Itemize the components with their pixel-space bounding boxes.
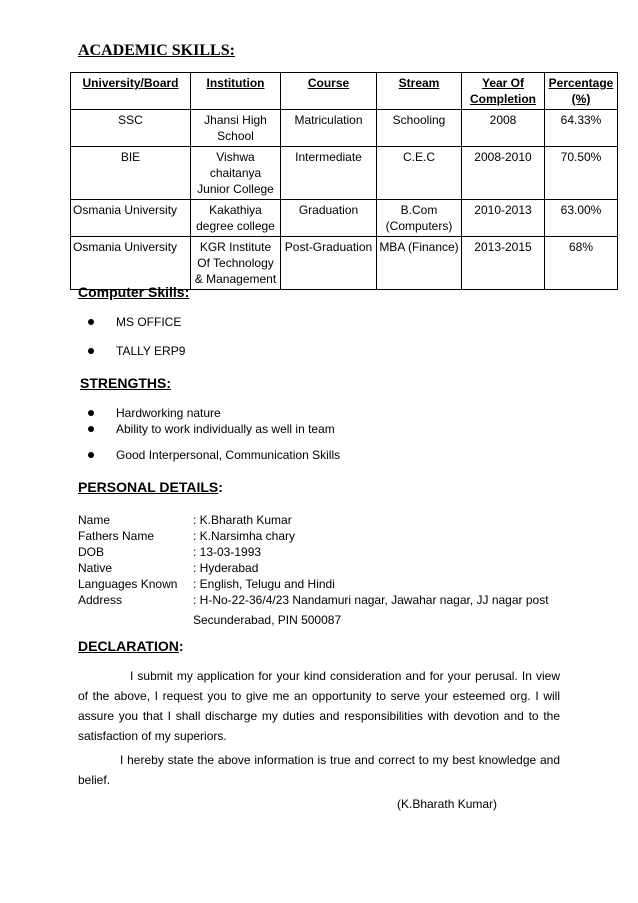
- cell-university: Osmania University: [71, 200, 191, 237]
- detail-value: : Hyderabad: [193, 561, 259, 575]
- detail-label: [78, 612, 193, 628]
- header-percentage: Percentage (%): [545, 73, 618, 110]
- header-stream: Stream: [377, 73, 462, 110]
- header-university: University/Board: [71, 73, 191, 110]
- cell-course: Post-Graduation: [281, 237, 377, 290]
- detail-label: Fathers Name: [78, 529, 155, 543]
- detail-label: Name: [78, 513, 111, 527]
- cell-university: Osmania University: [71, 237, 191, 290]
- detail-row-address-cont: [78, 612, 578, 628]
- detail-label: Native: [78, 561, 113, 575]
- detail-value: : K.Narsimha chary: [193, 529, 296, 543]
- detail-row-dob: [78, 544, 578, 560]
- cell-stream: MBA (Finance): [377, 237, 462, 290]
- table-row: [71, 237, 618, 290]
- heading-colon: :: [218, 479, 223, 495]
- header-institution: Institution: [191, 73, 281, 110]
- detail-row-languages: [78, 576, 578, 592]
- detail-value: : 13-03-1993: [193, 545, 262, 559]
- header-course: Course: [281, 73, 377, 110]
- cell-percentage: 70.50%: [545, 147, 618, 200]
- cell-stream: C.E.C: [377, 147, 462, 200]
- computer-skills-list: [78, 314, 185, 359]
- cell-institution: Kakathiya degree college: [191, 200, 281, 237]
- cell-course: Intermediate: [281, 147, 377, 200]
- list-item: Ability to work individually as well in team: [78, 421, 340, 437]
- cell-percentage: 68%: [545, 237, 618, 290]
- detail-row-name: [78, 512, 578, 528]
- table-header-row: [71, 73, 618, 110]
- signature: (K.Bharath Kumar): [397, 797, 498, 811]
- detail-label: DOB: [78, 545, 105, 559]
- academic-skills-heading: ACADEMIC SKILLS:: [78, 42, 235, 59]
- strengths-heading-text: STRENGTHS:: [80, 375, 171, 391]
- table-row: [71, 110, 618, 147]
- detail-row-fathers-name: [78, 528, 578, 544]
- personal-details: [78, 512, 578, 628]
- list-item: Good Interpersonal, Communication Skills: [78, 447, 340, 463]
- declaration-paragraph-1: I submit my application for your kind consideration and for your perusal. In view of the above, I request you to give me an opportunity to serve your esteemed org. I will assure you that I shall discharge my duties and responsibilities with devotion and to the satisfaction of my superiors.: [78, 669, 560, 743]
- detail-label: Languages Known: [78, 577, 178, 591]
- detail-value: : H-No-22-36/4/23 Nandamuri nagar, Jawahar nagar, JJ nagar post: [193, 593, 549, 607]
- computer-skills-heading: [78, 284, 189, 300]
- personal-details-heading-text: PERSONAL DETAILS: [78, 479, 219, 495]
- strengths-list: [78, 405, 340, 463]
- cell-percentage: 63.00%: [545, 200, 618, 237]
- declaration-paragraph-2: I hereby state the above information is true and correct to my best knowledge and belief.: [78, 753, 560, 787]
- detail-label: Address: [78, 593, 123, 607]
- cell-year: 2008: [462, 110, 545, 147]
- cell-university: BIE: [71, 147, 191, 200]
- cell-institution: Jhansi High School: [191, 110, 281, 147]
- list-item: Hardworking nature: [78, 405, 340, 421]
- cell-year: 2008-2010: [462, 147, 545, 200]
- strengths-heading: [80, 375, 171, 391]
- heading-colon: :: [178, 638, 184, 654]
- cell-percentage: 64.33%: [545, 110, 618, 147]
- cell-stream: B.Com (Computers): [377, 200, 462, 237]
- detail-value: : English, Telugu and Hindi: [193, 577, 335, 591]
- declaration-heading-text: DECLARATION: [78, 638, 179, 654]
- table-row: [71, 147, 618, 200]
- detail-value: : K.Bharath Kumar: [193, 513, 292, 527]
- detail-row-native: [78, 560, 578, 576]
- detail-row-address: [78, 592, 578, 608]
- cell-year: 2013-2015: [462, 237, 545, 290]
- cell-university: SSC: [71, 110, 191, 147]
- cell-course: Graduation: [281, 200, 377, 237]
- computer-skills-heading-text: Computer Skills:: [78, 284, 190, 300]
- table-row: [71, 200, 618, 237]
- cell-institution: KGR Institute Of Technology & Management: [191, 237, 281, 290]
- list-item: MS OFFICE: [78, 314, 185, 330]
- academic-table: [70, 72, 618, 290]
- cell-course: Matriculation: [281, 110, 377, 147]
- list-item: TALLY ERP9: [78, 343, 185, 359]
- cell-institution: Vishwa chaitanya Junior College: [191, 147, 281, 200]
- personal-details-heading: [78, 479, 223, 495]
- declaration-heading: [78, 638, 184, 654]
- detail-value: Secunderabad, PIN 500087: [193, 613, 342, 627]
- cell-year: 2010-2013: [462, 200, 545, 237]
- header-year: Year Of Completion: [462, 73, 545, 110]
- cell-stream: Schooling: [377, 110, 462, 147]
